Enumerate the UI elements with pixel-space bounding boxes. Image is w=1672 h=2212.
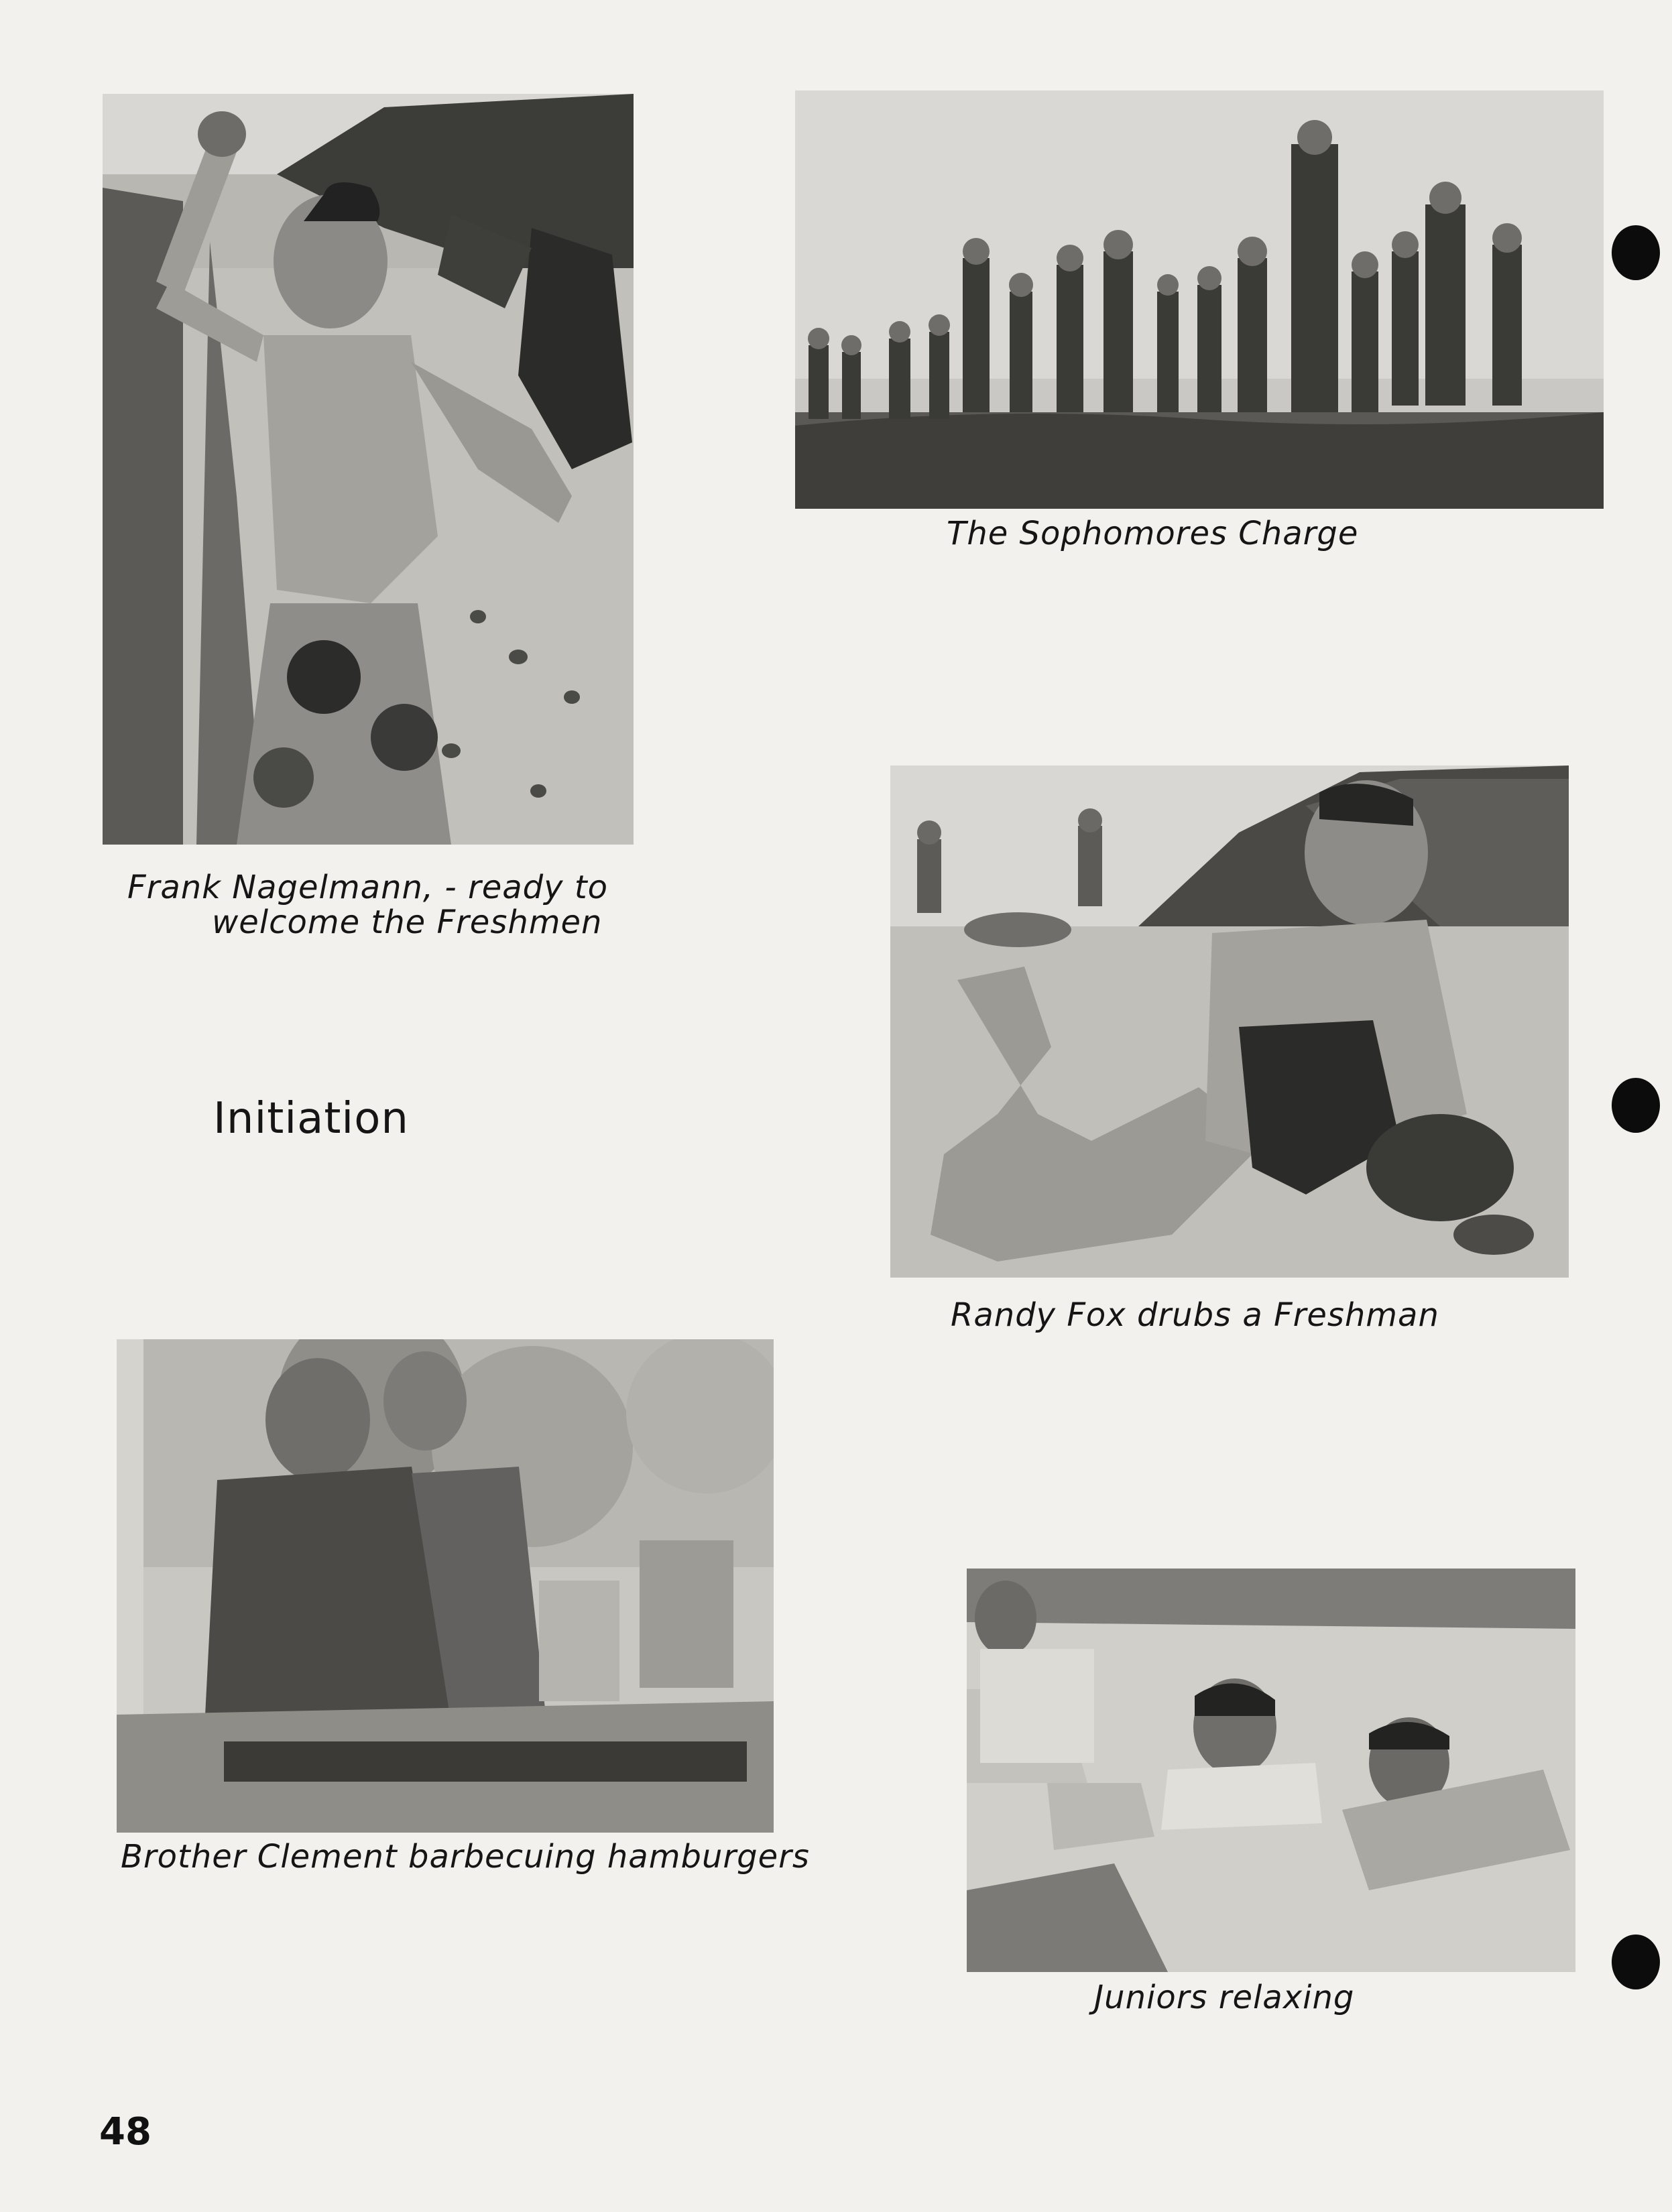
photo-randy-fox (890, 765, 1569, 1278)
caption-sophomores: The Sophomores Charge (947, 515, 1359, 552)
binder-hole-bottom (1612, 1934, 1660, 1989)
binder-hole-top (1612, 225, 1660, 280)
section-title: Initiation (213, 1094, 409, 1144)
caption-frank-line2: welcome the Freshmen (212, 904, 603, 941)
binder-hole-middle (1612, 1078, 1660, 1133)
caption-brother: Brother Clement barbecuing hamburgers (121, 1838, 810, 1876)
photo-juniors-relaxing (967, 1569, 1575, 1972)
photo-frank-nagelmann (103, 94, 634, 845)
photo-sophomores-charge (795, 90, 1604, 509)
photo-brother-clement (117, 1339, 774, 1833)
caption-juniors: Juniors relaxing (1094, 1979, 1355, 2016)
caption-randy: Randy Fox drubs a Freshman (951, 1296, 1439, 1334)
page-number: 48 (99, 2110, 152, 2154)
caption-frank-line1: Frank Nagelmann, - ready to (127, 869, 608, 906)
